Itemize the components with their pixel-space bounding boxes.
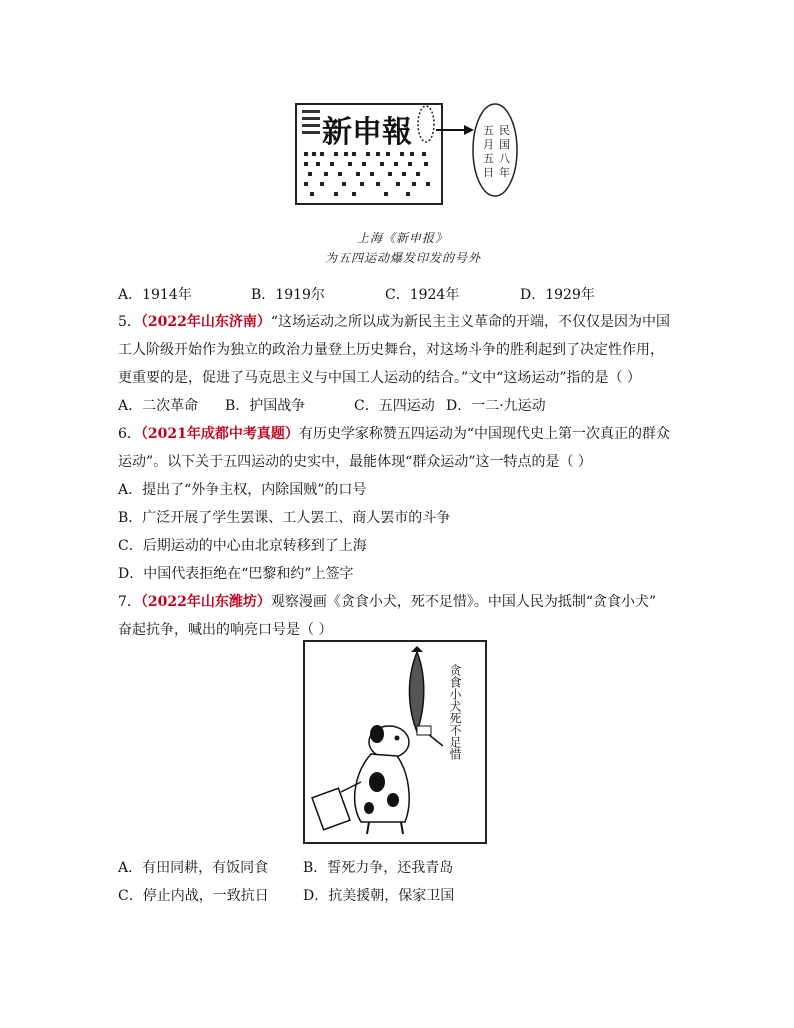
- q7-option-a[interactable]: A．有田同耕，有饭同食: [118, 860, 269, 876]
- question-source: （2022年山东济南）: [140, 314, 271, 330]
- question-text: “这场运动之所以成为新民主主义革命的开端，不仅仅是因为中国: [270, 314, 671, 330]
- question-text: 有历史学家称赞五四运动为“中国现代史上第一次真正的群众: [298, 426, 671, 442]
- q4-option-b[interactable]: B．1919尔: [251, 287, 325, 303]
- q5-option-b[interactable]: B．护国战争: [225, 398, 306, 414]
- oval-char: 日: [483, 166, 494, 179]
- q5-option-d[interactable]: D．一二·九运动: [446, 398, 546, 414]
- q7-stem-line1: [118, 592, 656, 612]
- figure-caption-line2: 为五四运动爆发印发的号外: [325, 251, 482, 265]
- q6-option-c[interactable]: C．后期运动的中心由北京转移到了上海: [118, 538, 367, 554]
- q6-stem-line1: [118, 424, 670, 444]
- oval-char: 月: [483, 138, 494, 151]
- q5-stem-line3: 更重要的是，促进了马克思主义与中国工人运动的结合。”文中“这场运动”指的是（ ）: [118, 370, 641, 386]
- oval-char: 年: [499, 166, 510, 179]
- q4-option-d[interactable]: D．1929年: [520, 287, 595, 303]
- oval-char: 国: [499, 138, 510, 151]
- q6-stem-line2: 运动”。以下关于五四运动的史实中，最能体现“群众运动”这一特点的是（ ）: [118, 454, 592, 470]
- oval-char: 五: [483, 152, 494, 165]
- q6-option-b[interactable]: B．广泛开展了学生罢课、工人罢工、商人罢市的斗争: [118, 510, 451, 526]
- newspaper-figure: [290, 100, 520, 220]
- q7-option-c[interactable]: C．停止内战，一致抗日: [118, 888, 269, 904]
- q5-option-c[interactable]: C．五四运动: [354, 398, 435, 414]
- cartoon-illustration: [305, 642, 485, 842]
- q5-option-a[interactable]: A．二次革命: [118, 398, 199, 414]
- q5-stem-line2: 工人阶级开始作为独立的政治力量登上历史舞台，对这场斗争的胜利起到了决定性作用，: [118, 342, 664, 358]
- question-number: 6．: [118, 426, 141, 442]
- oval-char: 民: [499, 124, 510, 137]
- newspaper-illustration: [290, 100, 520, 220]
- q4-option-c[interactable]: C．1924年: [385, 287, 460, 303]
- oval-char: 八: [499, 152, 510, 165]
- q7-stem-line2: 奋起抗争，喊出的响亮口号是（ ）: [118, 622, 333, 638]
- q4-option-a[interactable]: A．1914年: [118, 287, 192, 303]
- question-source: （2022年山东潍坊）: [140, 594, 271, 610]
- q6-option-a[interactable]: A．提出了“外争主权，内除国贼”的口号: [118, 482, 367, 498]
- q6-option-d[interactable]: D．中国代表拒绝在“巴黎和约”上签字: [118, 566, 354, 582]
- question-number: 5．: [118, 314, 141, 330]
- question-number: 7．: [118, 594, 141, 610]
- question-text: 观察漫画《贪食小犬，死不足惜》。中国人民为抵制“贪食小犬”: [270, 594, 657, 610]
- oval-char: 五: [483, 124, 494, 137]
- figure-caption-line1: 上海《新申报》: [357, 231, 449, 245]
- cartoon-title: 贪食小犬死不足惜: [448, 664, 462, 760]
- cartoon-figure: [303, 640, 487, 844]
- question-source: （2021年成都中考真题）: [140, 426, 299, 442]
- q7-option-b[interactable]: B．誓死力争，还我青岛: [303, 860, 454, 876]
- q7-option-d[interactable]: D．抗美援朝，保家卫国: [303, 888, 455, 904]
- paper-title: 新申報: [322, 115, 412, 150]
- q5-stem-line1: [118, 312, 670, 332]
